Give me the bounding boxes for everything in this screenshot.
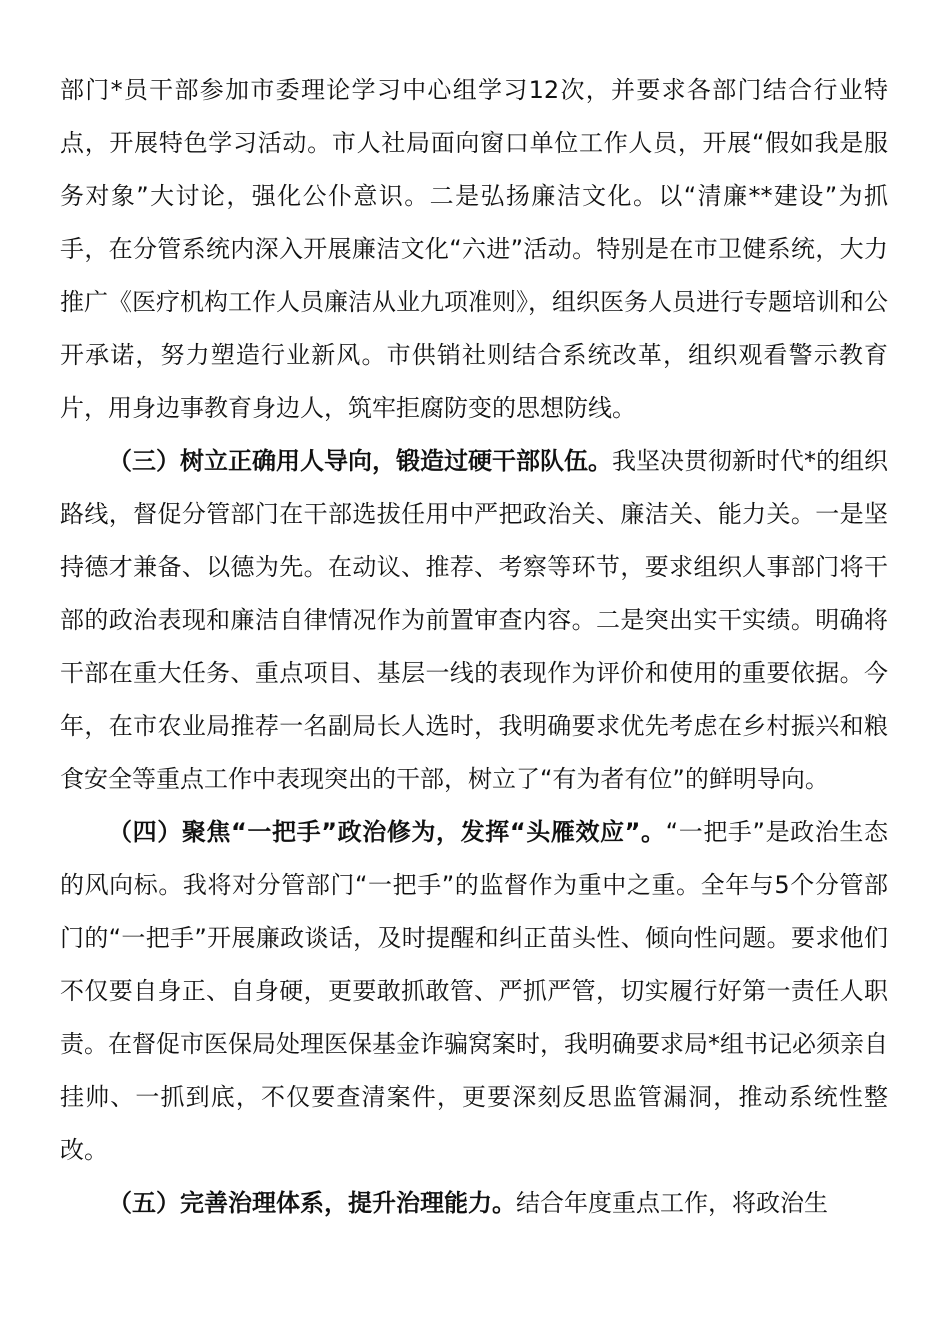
paragraph-continuation xyxy=(60,64,888,435)
paragraph-section-four xyxy=(60,806,888,1177)
paragraph-text: “一把手”是政治生态的风向标。我将对分管部门“一把手”的监督作为重中之重。全年与5个分管部门的“一把手”开展廉政谈话，及时提醒和纠正苗头性、倾向性问题。要求他们不仅要自身正、自身硬，更要敢抓敢管、严抓严管，切实履行好第一责任人职责。在督促市医保局处理医保基金诈骗窝案时，我明确要求局*组书记必须亲自挂帅、一抓到底，不仅要查清案件，更要深刻反思监管漏洞，推动系统性整改。 xyxy=(60,818,889,1164)
paragraph-heading: （四）聚焦“一把手”政治修为，发挥“头雁效应”。 xyxy=(108,818,666,846)
paragraph-text: 结合年度重点工作，将政治生 xyxy=(516,1189,828,1217)
paragraph-section-five xyxy=(60,1177,888,1230)
document-page xyxy=(60,64,888,1230)
paragraph-text: 部门*员干部参加市委理论学习中心组学习12次，并要求各部门结合行业特点，开展特色学习活动。市人社局面向窗口单位工作人员，开展“假如我是服务对象”大讨论，强化公仆意识。二是弘扬廉洁文化。以“清廉**建设”为抓手，在分管系统内深入开展廉洁文化“六进”活动。特别是在市卫健系统，大力推广《医疗机构工作人员廉洁从业九项准则》，组织医务人员进行专题培训和公开承诺，努力塑造行业新风。市供销社则结合系统改革，组织观看警示教育片，用身边事教育身边人，筑牢拒腐防变的思想防线。 xyxy=(60,76,888,422)
paragraph-section-three xyxy=(60,435,888,806)
paragraph-text: 我坚决贯彻新时代*的组织路线，督促分管部门在干部选拔任用中严把政治关、廉洁关、能力关。一是坚持德才兼备、以德为先。在动议、推荐、考察等环节，要求组织人事部门将干部的政治表现和廉洁自律情况作为前置审查内容。二是突出实干实绩。明确将干部在重大任务、重点项目、基层一线的表现作为评价和使用的重要依据。今年，在市农业局推荐一名副局长人选时，我明确要求优先考虑在乡村振兴和粮食安全等重点工作中表现突出的干部，树立了“有为者有位”的鲜明导向。 xyxy=(60,447,888,793)
paragraph-heading: （三）树立正确用人导向，锻造过硬干部队伍。 xyxy=(108,447,612,475)
paragraph-heading: （五）完善治理体系，提升治理能力。 xyxy=(108,1189,516,1217)
